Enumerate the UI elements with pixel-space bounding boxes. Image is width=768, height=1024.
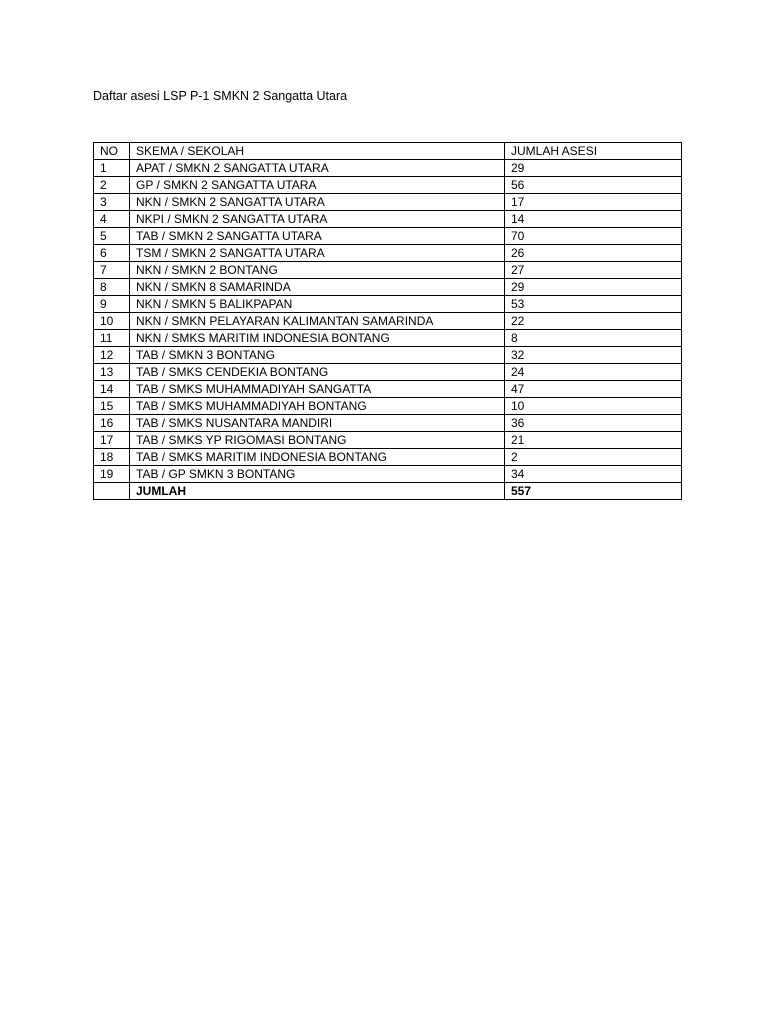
cell-jumlah-asesi: 29 bbox=[505, 279, 682, 296]
cell-jumlah-asesi: 36 bbox=[505, 415, 682, 432]
table-row bbox=[94, 296, 682, 313]
table-row bbox=[94, 398, 682, 415]
cell-skema-sekolah: TAB / SMKS YP RIGOMASI BONTANG bbox=[130, 432, 505, 449]
cell-jumlah-asesi: 24 bbox=[505, 364, 682, 381]
table-body bbox=[94, 143, 682, 500]
table-row bbox=[94, 364, 682, 381]
cell-skema-sekolah: TAB / SMKS MUHAMMADIYAH BONTANG bbox=[130, 398, 505, 415]
cell-skema-sekolah: NKN / SMKN 5 BALIKPAPAN bbox=[130, 296, 505, 313]
cell-jumlah-asesi: 53 bbox=[505, 296, 682, 313]
table-row bbox=[94, 381, 682, 398]
table-row bbox=[94, 432, 682, 449]
cell-skema-sekolah: TAB / GP SMKN 3 BONTANG bbox=[130, 466, 505, 483]
cell-skema-sekolah: TAB / SMKS CENDEKIA BONTANG bbox=[130, 364, 505, 381]
cell-jumlah-asesi: 14 bbox=[505, 211, 682, 228]
cell-skema-sekolah: NKN / SMKS MARITIM INDONESIA BONTANG bbox=[130, 330, 505, 347]
cell-skema-sekolah: TAB / SMKS NUSANTARA MANDIRI bbox=[130, 415, 505, 432]
cell-jumlah-asesi: 22 bbox=[505, 313, 682, 330]
cell-no: 5 bbox=[94, 228, 130, 245]
table-row bbox=[94, 347, 682, 364]
cell-skema-sekolah: APAT / SMKN 2 SANGATTA UTARA bbox=[130, 160, 505, 177]
cell-jumlah-asesi: 17 bbox=[505, 194, 682, 211]
cell-jumlah-asesi: 29 bbox=[505, 160, 682, 177]
cell-no: 12 bbox=[94, 347, 130, 364]
table-row bbox=[94, 313, 682, 330]
table-row bbox=[94, 160, 682, 177]
cell-no: 10 bbox=[94, 313, 130, 330]
cell-skema-sekolah: NKN / SMKN 2 SANGATTA UTARA bbox=[130, 194, 505, 211]
cell-jumlah-asesi: 8 bbox=[505, 330, 682, 347]
cell-skema-sekolah: TAB / SMKS MARITIM INDONESIA BONTANG bbox=[130, 449, 505, 466]
cell-jumlah-asesi: 26 bbox=[505, 245, 682, 262]
cell-jumlah-asesi: 34 bbox=[505, 466, 682, 483]
table-row bbox=[94, 415, 682, 432]
cell-no: 1 bbox=[94, 160, 130, 177]
table-row bbox=[94, 228, 682, 245]
header-no: NO bbox=[94, 143, 130, 160]
table-row bbox=[94, 177, 682, 194]
table-header-row bbox=[94, 143, 682, 160]
cell-no: 18 bbox=[94, 449, 130, 466]
cell-jumlah-asesi: 10 bbox=[505, 398, 682, 415]
table-row bbox=[94, 449, 682, 466]
cell-no: 6 bbox=[94, 245, 130, 262]
header-jumlah-asesi: JUMLAH ASESI bbox=[505, 143, 682, 160]
cell-skema-sekolah: NKN / SMKN 2 BONTANG bbox=[130, 262, 505, 279]
page-title: Daftar asesi LSP P-1 SMKN 2 Sangatta Utara bbox=[93, 89, 348, 103]
cell-skema-sekolah: TAB / SMKS MUHAMMADIYAH SANGATTA bbox=[130, 381, 505, 398]
table-row bbox=[94, 194, 682, 211]
cell-jumlah-asesi: 70 bbox=[505, 228, 682, 245]
cell-skema-sekolah: GP / SMKN 2 SANGATTA UTARA bbox=[130, 177, 505, 194]
asesi-table bbox=[93, 142, 682, 500]
cell-jumlah-asesi: 32 bbox=[505, 347, 682, 364]
cell-no: 13 bbox=[94, 364, 130, 381]
cell-no: 11 bbox=[94, 330, 130, 347]
cell-skema-sekolah: NKN / SMKN PELAYARAN KALIMANTAN SAMARINDA bbox=[130, 313, 505, 330]
cell-no: 16 bbox=[94, 415, 130, 432]
table-row bbox=[94, 211, 682, 228]
cell-skema-sekolah: NKN / SMKN 8 SAMARINDA bbox=[130, 279, 505, 296]
cell-no: 17 bbox=[94, 432, 130, 449]
cell-skema-sekolah: TAB / SMKN 3 BONTANG bbox=[130, 347, 505, 364]
cell-skema-sekolah: NKPI / SMKN 2 SANGATTA UTARA bbox=[130, 211, 505, 228]
cell-jumlah-asesi: 56 bbox=[505, 177, 682, 194]
table-row bbox=[94, 262, 682, 279]
cell-no: 15 bbox=[94, 398, 130, 415]
cell-no: 19 bbox=[94, 466, 130, 483]
total-label: JUMLAH bbox=[130, 483, 505, 500]
cell-skema-sekolah: TAB / SMKN 2 SANGATTA UTARA bbox=[130, 228, 505, 245]
table-row bbox=[94, 466, 682, 483]
total-value: 557 bbox=[505, 483, 682, 500]
cell-jumlah-asesi: 21 bbox=[505, 432, 682, 449]
cell-no: 2 bbox=[94, 177, 130, 194]
cell-no: 7 bbox=[94, 262, 130, 279]
cell-skema-sekolah: TSM / SMKN 2 SANGATTA UTARA bbox=[130, 245, 505, 262]
cell-no: 9 bbox=[94, 296, 130, 313]
cell-jumlah-asesi: 2 bbox=[505, 449, 682, 466]
total-row bbox=[94, 483, 682, 500]
header-skema-sekolah: SKEMA / SEKOLAH bbox=[130, 143, 505, 160]
cell-jumlah-asesi: 27 bbox=[505, 262, 682, 279]
cell-no: 4 bbox=[94, 211, 130, 228]
cell-no: 8 bbox=[94, 279, 130, 296]
cell-no: 3 bbox=[94, 194, 130, 211]
cell-jumlah-asesi: 47 bbox=[505, 381, 682, 398]
table-row bbox=[94, 279, 682, 296]
table-row bbox=[94, 245, 682, 262]
table-row bbox=[94, 330, 682, 347]
cell-no: 14 bbox=[94, 381, 130, 398]
total-no-cell bbox=[94, 483, 130, 500]
